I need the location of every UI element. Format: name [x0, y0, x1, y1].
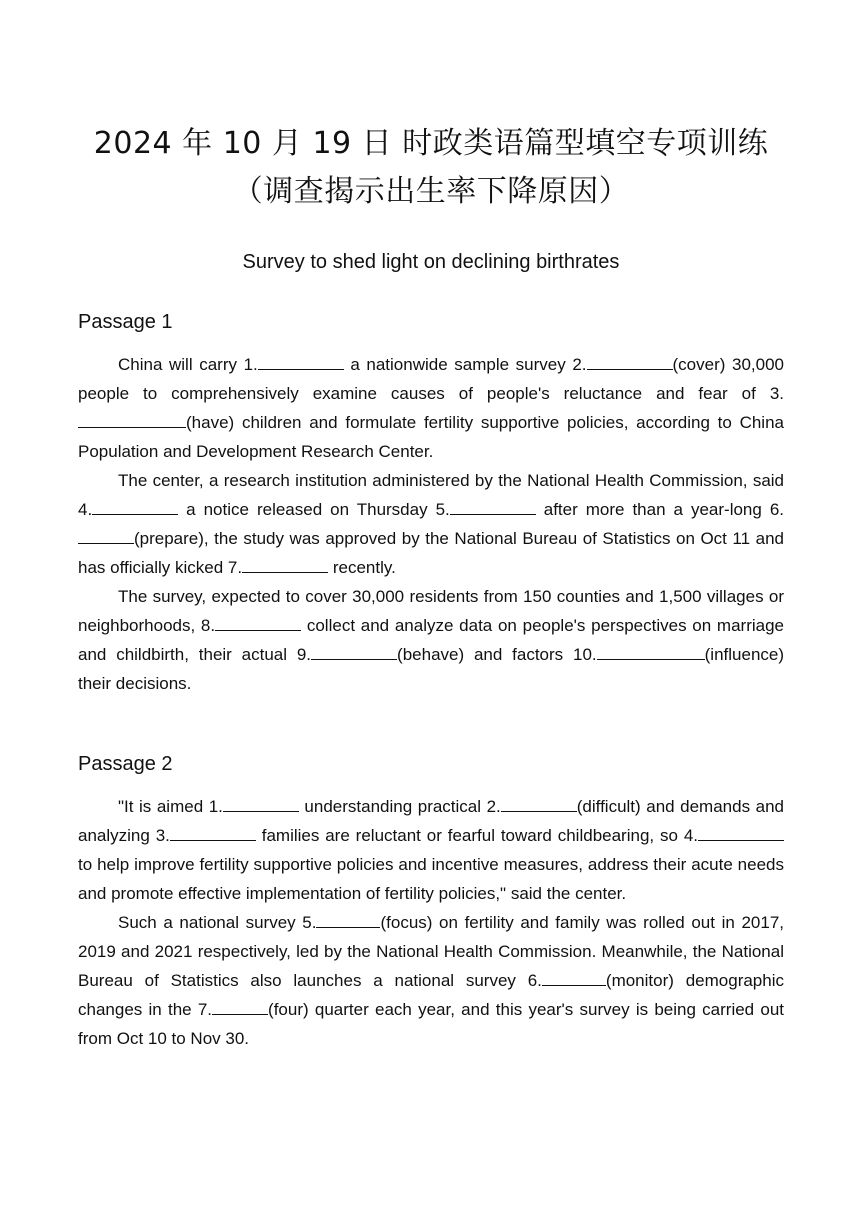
- passage-text: The survey, expected to cover 30,000 residents from 150 counties and 1,500 villages or neighborhoods, 8.: [78, 587, 784, 635]
- answer-blank-p1-4[interactable]: [92, 497, 178, 515]
- answer-blank-p2-4[interactable]: [698, 823, 784, 841]
- passage-1-heading: Passage 1: [78, 311, 173, 333]
- passage-text: (difficult) and demands and analyzing 3.: [78, 797, 784, 845]
- passage-text: a nationwide sample survey 2.: [343, 355, 587, 374]
- passage-1-paragraph-1: [78, 350, 784, 466]
- passage-text: after more than a year-long 6.: [535, 500, 784, 519]
- passage-2-paragraph-2: [78, 908, 784, 1053]
- answer-blank-p2-2[interactable]: [501, 794, 577, 812]
- answer-blank-p1-2[interactable]: [587, 352, 673, 370]
- passage-text: recently.: [328, 558, 396, 577]
- answer-blank-p1-8[interactable]: [215, 613, 301, 631]
- passage-text: The center, a research institution administered by the National Health Commission, said 4.: [78, 471, 784, 519]
- passage-text: (monitor) demographic changes in the 7.: [78, 971, 784, 1019]
- document-page: [78, 120, 784, 1053]
- passage-text: (focus) on fertility and family was rolled out in 2017, 2019 and 2021 respectively, led by the National Health Commission. Meanwhile, the National Bureau of Statistics also launches a national survey 6.: [78, 913, 784, 990]
- answer-blank-p1-9[interactable]: [311, 642, 397, 660]
- passage-text: a notice released on Thursday 5.: [178, 500, 450, 519]
- answer-blank-p2-7[interactable]: [212, 997, 268, 1015]
- answer-blank-p1-6[interactable]: [78, 526, 134, 544]
- passage-2-heading: Passage 2: [78, 753, 173, 775]
- document-title: 2024 年 10 月 19 日 时政类语篇型填空专项训练（调查揭示出生率下降原因）: [93, 126, 769, 209]
- passage-text: collect and analyze data on people's perspectives on marriage and childbirth, their actual 9.: [78, 616, 785, 664]
- answer-blank-p1-7[interactable]: [242, 555, 328, 573]
- passage-text: to help improve fertility supportive policies and incentive measures, address their acute needs and promote effective implementation of fertility policies," said the center.: [78, 855, 784, 903]
- passage-text: China will carry 1.: [118, 355, 258, 374]
- passage-text: (prepare), the study was approved by the National Bureau of Statistics on Oct 11 and has officially kicked 7.: [78, 529, 784, 577]
- passage-text: (have) children and formulate fertility supportive policies, according to China Population and Development Research Center.: [78, 413, 784, 461]
- answer-blank-p2-3[interactable]: [170, 823, 256, 841]
- answer-blank-p1-3[interactable]: [78, 410, 186, 428]
- passage-text: families are reluctant or fearful toward childbearing, so 4.: [255, 826, 698, 845]
- document-subtitle: Survey to shed light on declining birthrates: [242, 251, 620, 273]
- passage-2-body: [78, 792, 784, 1053]
- answer-blank-p1-1[interactable]: [258, 352, 344, 370]
- passage-text: (cover) 30,000 people to comprehensively examine causes of people's reluctance and fear of 3.: [78, 355, 784, 403]
- passage-text: (influence) their decisions.: [78, 645, 785, 693]
- passage-text: understanding practical 2.: [298, 797, 501, 816]
- answer-blank-p2-6[interactable]: [542, 968, 606, 986]
- passage-1-body: [78, 350, 784, 698]
- passage-1-paragraph-2: [78, 466, 784, 582]
- passage-text: (behave) and factors 10.: [397, 645, 597, 664]
- passage-text: Such a national survey 5.: [118, 913, 317, 932]
- answer-blank-p2-5[interactable]: [316, 910, 380, 928]
- passage-1-paragraph-3: [78, 582, 784, 698]
- passage-2-paragraph-1: [78, 792, 784, 908]
- answer-blank-p2-1[interactable]: [223, 794, 299, 812]
- passage-text: "It is aimed 1.: [118, 797, 223, 816]
- answer-blank-p1-10[interactable]: [597, 642, 705, 660]
- passage-text: (four) quarter each year, and this year's survey is being carried out from Oct 10 to Nov 30.: [78, 1000, 785, 1048]
- answer-blank-p1-5[interactable]: [450, 497, 536, 515]
